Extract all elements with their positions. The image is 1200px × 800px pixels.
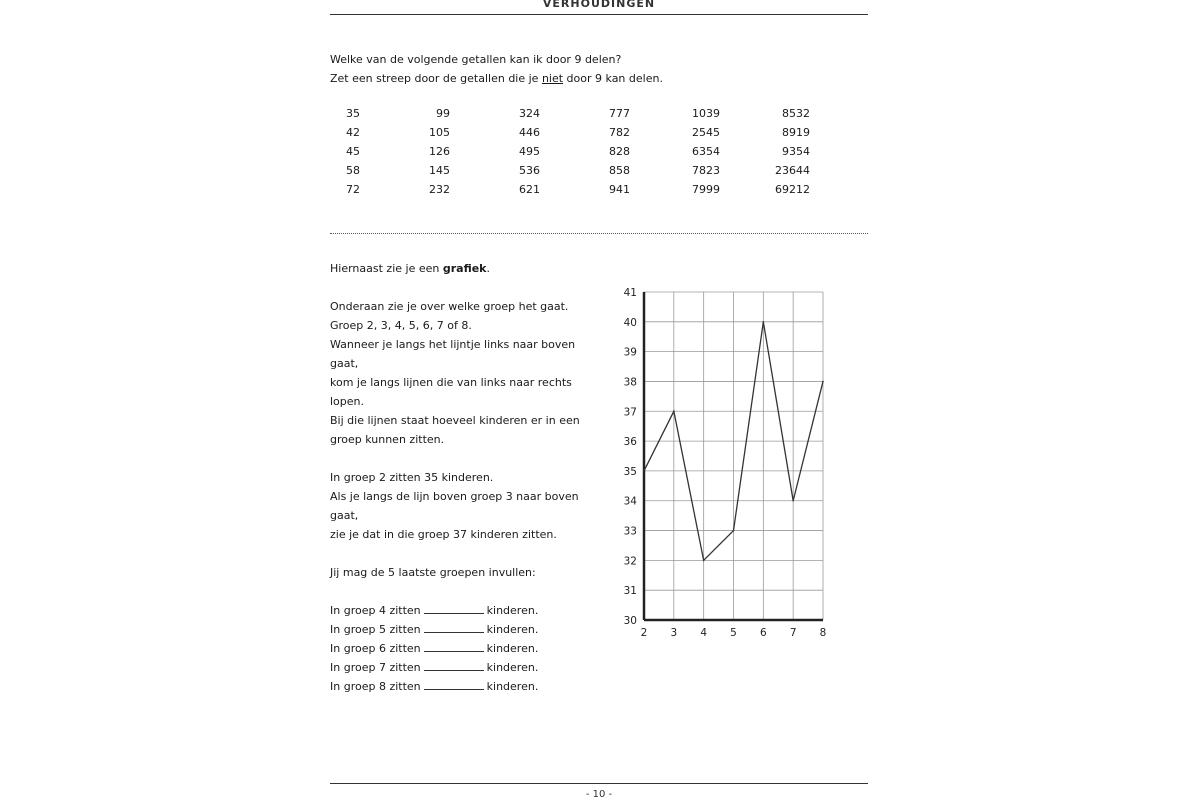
exercise1-question: Welke van de volgende getallen kan ik door 9 delen? (330, 53, 622, 66)
exercise2-text (330, 259, 590, 696)
spacer (330, 449, 590, 468)
number-cell[interactable]: 35 (346, 107, 360, 120)
number-cell[interactable]: 621 (519, 183, 540, 196)
explanation-line: Wanneer je langs het lijntje links naar boven gaat, (330, 338, 576, 370)
explanation-line: Groep 2, 3, 4, 5, 6, 7 of 8. (330, 319, 472, 332)
number-cell[interactable]: 324 (519, 107, 540, 120)
y-tick-label: 34 (623, 495, 637, 508)
answer-blank[interactable] (424, 604, 484, 614)
number-cell[interactable]: 777 (609, 107, 630, 120)
number-cell[interactable]: 99 (436, 107, 450, 120)
fill-line-post: kinderen. (486, 604, 539, 617)
example-line: In groep 2 zitten 35 kinderen. (330, 471, 494, 484)
number-cell[interactable]: 7999 (692, 183, 720, 196)
top-divider (330, 14, 868, 15)
fill-line-pre: In groep 7 zitten (330, 661, 421, 674)
data-point (703, 560, 705, 562)
data-point (792, 500, 794, 502)
number-cell[interactable]: 72 (346, 183, 360, 196)
fill-line (330, 639, 590, 658)
number-cell[interactable]: 232 (429, 183, 450, 196)
number-row (330, 107, 830, 126)
y-tick-label: 40 (623, 316, 637, 329)
data-point (673, 410, 675, 412)
exercise1-instruction (330, 69, 663, 88)
answer-blank[interactable] (424, 642, 484, 652)
spacer (330, 582, 590, 601)
x-tick-label: 7 (789, 627, 797, 639)
data-point (643, 470, 645, 472)
number-cell[interactable]: 446 (519, 126, 540, 139)
data-point (822, 381, 824, 383)
y-tick-label: 30 (623, 615, 637, 627)
number-row (330, 164, 830, 183)
answer-blank[interactable] (424, 623, 484, 633)
spacer (330, 278, 590, 297)
fill-line (330, 620, 590, 639)
fill-line-pre: In groep 8 zitten (330, 680, 421, 693)
number-cell[interactable]: 105 (429, 126, 450, 139)
y-tick-label: 33 (623, 525, 637, 538)
y-tick-label: 32 (623, 555, 637, 568)
example-line: zie je dat in die groep 37 kinderen zitten. (330, 528, 557, 541)
number-row (330, 183, 830, 202)
number-cell[interactable]: 69212 (775, 183, 810, 196)
fill-line-post: kinderen. (486, 661, 539, 674)
number-cell[interactable]: 58 (346, 164, 360, 177)
y-tick-label: 31 (623, 585, 637, 598)
number-cell[interactable]: 6354 (692, 145, 720, 158)
fill-line (330, 677, 590, 696)
exercise2-intro-bold: grafiek (442, 262, 487, 275)
number-cell[interactable]: 8919 (782, 126, 810, 139)
spacer (330, 544, 590, 563)
x-tick-label: 2 (640, 627, 648, 639)
exercise2-intro (330, 259, 590, 278)
fill-line-post: kinderen. (486, 680, 539, 693)
number-cell[interactable]: 828 (609, 145, 630, 158)
x-tick-label: 6 (759, 627, 767, 639)
number-row (330, 145, 830, 164)
fill-line-pre: In groep 6 zitten (330, 642, 421, 655)
fill-line-post: kinderen. (486, 623, 539, 636)
exercise2-intro-post: . (486, 262, 490, 275)
y-tick-label: 37 (623, 406, 637, 419)
fill-line (330, 601, 590, 620)
number-cell[interactable]: 42 (346, 126, 360, 139)
number-cell[interactable]: 7823 (692, 164, 720, 177)
exercise1-instruction-pre: Zet een streep door de getallen die je (330, 72, 542, 85)
number-cell[interactable]: 2545 (692, 126, 720, 139)
number-cell[interactable]: 858 (609, 164, 630, 177)
number-cell[interactable]: 782 (609, 126, 630, 139)
page-number: - 10 - (585, 789, 613, 800)
bottom-divider (330, 783, 868, 784)
line-chart (620, 282, 835, 647)
exercise2-intro-pre: Hiernaast zie je een (330, 262, 443, 275)
number-cell[interactable]: 145 (429, 164, 450, 177)
y-tick-label: 39 (623, 346, 637, 359)
explanation-line: groep kunnen zitten. (330, 433, 445, 446)
number-cell[interactable]: 8532 (782, 107, 810, 120)
exercise1-instructions (330, 50, 663, 88)
number-cell[interactable]: 45 (346, 145, 360, 158)
data-point (763, 321, 765, 323)
fill-line (330, 658, 590, 677)
explanation-line: Bij die lijnen staat hoeveel kinderen er in een (330, 414, 580, 427)
number-cell[interactable]: 495 (519, 145, 540, 158)
fill-line-post: kinderen. (486, 642, 539, 655)
data-point (733, 530, 735, 532)
answer-blank[interactable] (424, 661, 484, 671)
y-tick-label: 38 (623, 376, 637, 389)
number-cell[interactable]: 126 (429, 145, 450, 158)
number-cell[interactable]: 9354 (782, 145, 810, 158)
x-tick-label: 8 (819, 627, 827, 639)
page-header-title: VERHOUDINGEN (542, 0, 656, 10)
y-tick-label: 36 (623, 436, 637, 449)
y-tick-label: 41 (623, 287, 637, 299)
y-tick-label: 35 (623, 465, 637, 478)
number-cell[interactable]: 536 (519, 164, 540, 177)
answer-blank[interactable] (424, 680, 484, 690)
number-cell[interactable]: 23644 (775, 164, 810, 177)
fill-line-pre: In groep 4 zitten (330, 604, 421, 617)
explanation-line: kom je langs lijnen die van links naar rechts lopen. (330, 376, 572, 408)
example-line: Als je langs de lijn boven groep 3 naar boven gaat, (330, 490, 579, 522)
section-divider (330, 233, 868, 234)
number-row (330, 126, 830, 145)
x-tick-label: 5 (730, 627, 737, 639)
fill-line-pre: In groep 5 zitten (330, 623, 421, 636)
fill-instruction: Jij mag de 5 laatste groepen invullen: (330, 566, 536, 579)
x-tick-label: 4 (700, 627, 708, 639)
number-grid (330, 107, 830, 202)
exercise1-instruction-underlined: niet (541, 72, 564, 85)
number-cell[interactable]: 941 (609, 183, 630, 196)
x-tick-label: 3 (670, 627, 678, 639)
exercise1-instruction-post: door 9 kan delen. (563, 72, 663, 85)
number-cell[interactable]: 1039 (692, 107, 720, 120)
explanation-line: Onderaan zie je over welke groep het gaat. (330, 300, 569, 313)
